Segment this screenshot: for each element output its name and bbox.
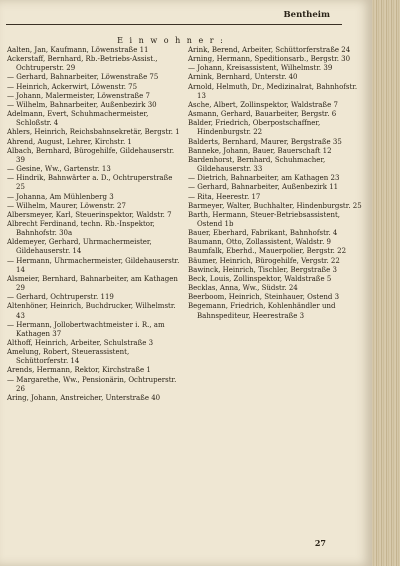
directory-entry: Aring, Johann, Anstreicher, Unterstraße 40 bbox=[7, 393, 161, 402]
directory-entry: Arning, Hermann, Speditionsarb., Bergstr. 30 bbox=[188, 55, 351, 64]
directory-entry: Baumann, Otto, Zollassistent, Waldstr. 9 bbox=[188, 238, 331, 247]
directory-entry: — Wilhelm, Maurer, Löwenstr. 27 bbox=[7, 201, 126, 210]
directory-entry: — Hermann, Jollobertwachtmeister i. R., am Kathagen 37 bbox=[7, 320, 165, 338]
directory-entry: — Wilhelm, Bahnarbeiter, Außenbezirk 30 bbox=[7, 100, 157, 109]
right-column bbox=[188, 46, 362, 321]
directory-entry: Arends, Hermann, Rektor, Kirchstraße 1 bbox=[7, 366, 151, 375]
directory-entry: Albrecht Ferdinand, techn. Rb.-Inspektor, Bahnhofstr. 30a bbox=[7, 219, 155, 238]
directory-entry: — Gesine, Ww., Gartenstr. 13 bbox=[7, 165, 111, 174]
directory-entry: — Hindrik, Bahnwärter a. D., Ochtruperstraße 25 bbox=[7, 174, 173, 192]
directory-entry: — Margarethe, Ww., Pensionärin, Ochtruperstr. 26 bbox=[7, 375, 177, 393]
running-head-place: Bentheim bbox=[283, 10, 330, 20]
directory-entry: Albach, Bernhard, Bürogehilfe, Gildehauserstr. 39 bbox=[7, 146, 175, 164]
page-edges bbox=[372, 0, 400, 566]
directory-entry: — Rita, Heerestr. 17 bbox=[188, 192, 261, 201]
directory-entry: Altenhöner, Heinrich, Buchdrucker, Wilhelmstr. 43 bbox=[7, 302, 176, 320]
directory-entry: Adelmann, Evert, Schuhmachermeister, Schloßstr. 4 bbox=[7, 110, 149, 128]
directory-entry: Barmeyer, Walter, Buchhalter, Hindenburgstr. 25 bbox=[188, 201, 362, 210]
directory-entry: Balder, Friedrich, Oberpostschaffner, Hindenburgstr. 22 bbox=[188, 119, 321, 137]
directory-entry: Amelung, Robert, Steuerassistent, Schüttorferstr. 14 bbox=[7, 348, 130, 366]
directory-entry: Beerboom, Heinrich, Steinhauer, Ostend 3 bbox=[188, 293, 340, 302]
directory-entry: Bauer, Eberhard, Fabrikant, Bahnhofstr. 4 bbox=[188, 229, 338, 238]
section-title: E i n w o h n e r : bbox=[117, 36, 225, 45]
directory-entry: — Gerhard, Ochtruperstr. 119 bbox=[7, 293, 114, 302]
directory-entry: Banneke, Johann, Bauer, Bauerschaft 12 bbox=[188, 146, 332, 155]
directory-entry: Ackerstaff, Bernhard, Rb.-Betriebs-Assist., Ochtruperstr. 29 bbox=[7, 55, 158, 73]
directory-entry: Alsmeier, Bernhard, Bahnarbeiter, am Kathagen 29 bbox=[7, 274, 178, 293]
directory-entry: Arnold, Helmuth, Dr., Medizinalrat, Bahnhofstr. 13 bbox=[188, 82, 358, 100]
directory-entry: Bäumer, Heinrich, Bürogehilfe, Vergstr. 22 bbox=[188, 256, 340, 265]
directory-entry: Begemann, Friedrich, Kohlenhändler und Bahnspediteur, Heerestraße 3 bbox=[188, 302, 336, 320]
directory-entry: — Dietrich, Bahnarbeiter, am Kathagen 23 bbox=[188, 174, 340, 183]
header-rule bbox=[6, 24, 342, 25]
directory-entry: Ahlers, Heinrich, Reichsbahnsekretär, Bergstr. 1 bbox=[7, 128, 180, 137]
directory-entry: — Heinrich, Ackerwirt, Löwenstr. 75 bbox=[7, 82, 138, 91]
directory-entry: — Johann, Malermeister, Löwenstraße 7 bbox=[7, 91, 150, 100]
directory-entry: — Gerhard, Bahnarbeiter, Außenbezirk 11 bbox=[188, 183, 339, 192]
directory-entry: Arnink, Bernhard, Unterstr. 40 bbox=[188, 73, 298, 82]
directory-entry: Aalten, Jan, Kaufmann, Löwenstraße 11 bbox=[7, 46, 149, 54]
directory-entry: Albersmeyer, Karl, Steuerinspektor, Waldstr. 7 bbox=[7, 210, 172, 219]
directory-entry: Arink, Berend, Arbeiter, Schüttorferstraße 24 bbox=[188, 46, 351, 54]
directory-entry: Asmann, Gerhard, Bauarbeiter, Bergstr. 6 bbox=[188, 110, 337, 119]
directory-entry: Althoff, Heinrich, Arbeiter, Schulstraße 3 bbox=[7, 339, 154, 347]
directory-entry: — Gerhard, Bahnarbeiter, Löwenstraße 75 bbox=[7, 73, 159, 82]
directory-entry: — Johanna, Am Mühlenberg 3 bbox=[7, 192, 114, 201]
directory-entry: Becklas, Anna, Ww., Südstr. 24 bbox=[188, 284, 298, 293]
directory-entry: Balderts, Bernhard, Maurer, Bergstraße 35 bbox=[188, 137, 342, 146]
directory-entry: Bardenhorst, Bernhard, Schuhmacher, Gildehauserstr. 33 bbox=[188, 155, 326, 174]
directory-entry: Asche, Albert, Zollinspektor, Waldstraße 7 bbox=[188, 100, 338, 109]
directory-entry: Ahrend, August, Lehrer, Kirchstr. 1 bbox=[7, 137, 132, 146]
page-number: 27 bbox=[314, 538, 326, 548]
directory-entry: — Hermann, Uhrmachermeister, Gildehauserstr. 14 bbox=[7, 256, 180, 274]
directory-entry: Beck, Louis, Zollinspektor, Waldstraße 5 bbox=[188, 274, 332, 283]
directory-entry: Baumfalk, Eberhd., Mauerpolier, Bergstr. 22 bbox=[188, 247, 347, 256]
left-column bbox=[7, 46, 181, 403]
directory-entry: Aldemeyer, Gerhard, Uhrmachermeister, Gildehauserstr. 14 bbox=[7, 238, 152, 256]
directory-entry: Barth, Hermann, Steuer-Betriebsassistent, Ostend 1b bbox=[188, 210, 341, 228]
directory-entry: Bawinck, Heinrich, Tischler, Bergstraße 3 bbox=[188, 265, 337, 274]
directory-entry: — Johann, Kreisassistent, Wilhelmstr. 39 bbox=[188, 64, 333, 73]
